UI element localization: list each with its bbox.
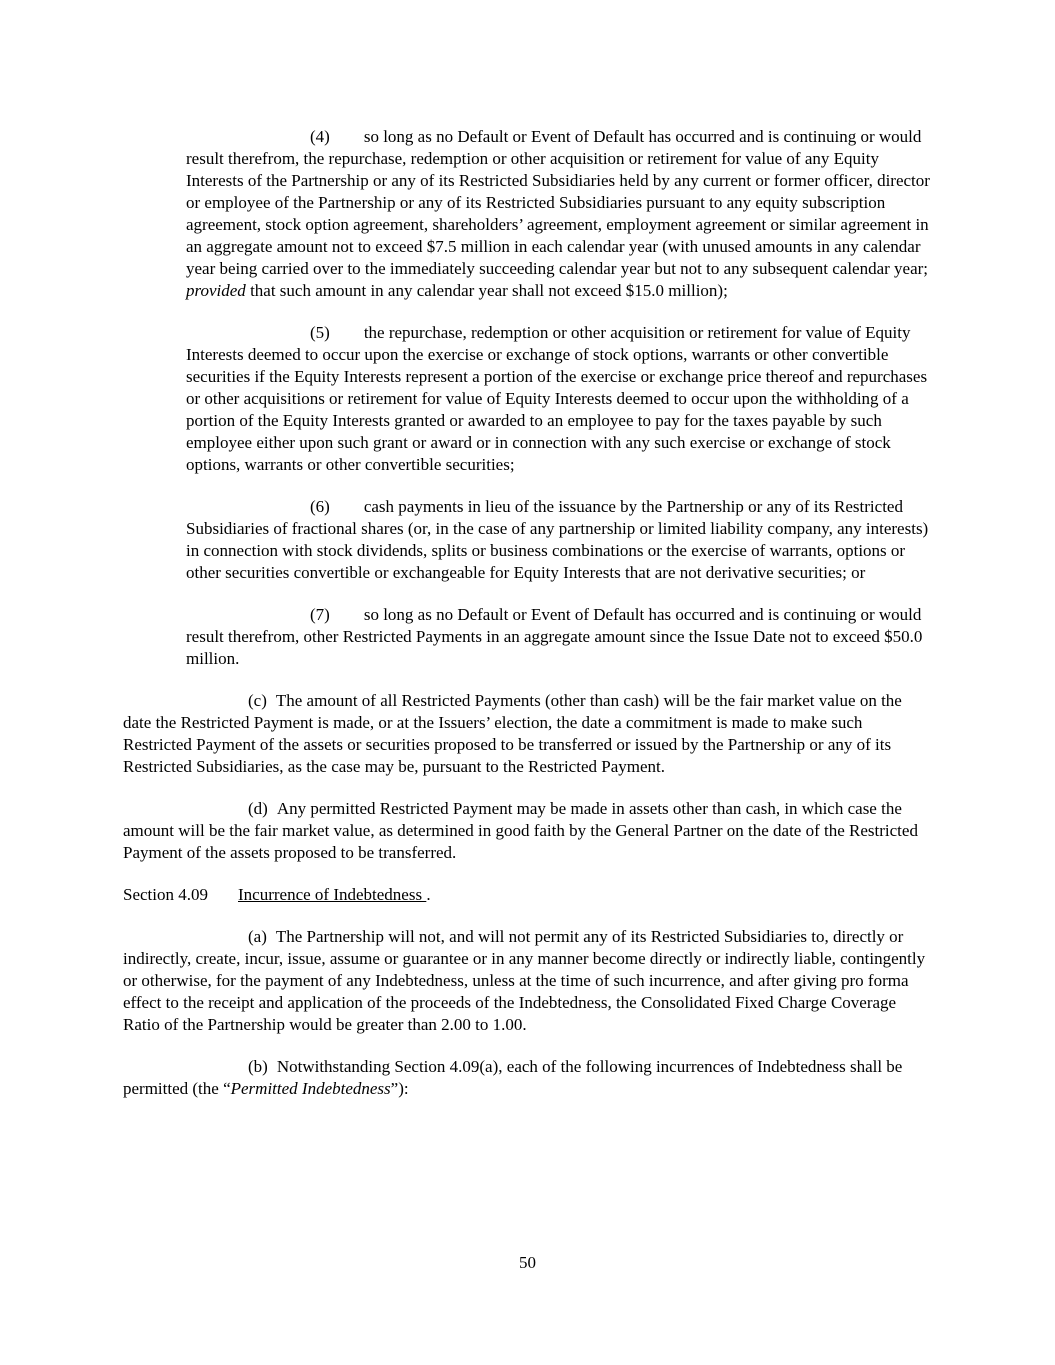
text-run: cash payments in lieu of the issuance by the Partnership or any of its Restricted Subsidiaries of fractional shares (or, in the case of any partnership or limited liability company, any interests) in connection with stock dividends, splits or business combinations or the exercise of warrants, options or other securities convertible or exchangeable for Equity Interests that are not derivative securities; or — [186, 497, 929, 582]
paragraph-label: (5) — [310, 323, 330, 342]
paragraph-label: (b) — [248, 1057, 268, 1076]
clause-4 — [186, 126, 930, 302]
paragraph-label: (a) — [248, 927, 267, 946]
clause-7 — [186, 604, 930, 670]
page-number: 50 — [519, 1253, 536, 1272]
text-run: The amount of all Restricted Payments (other than cash) will be the fair market value on the date the Restricted Payment is made, or at the Issuers’ election, the date a commitment is made to make such Restricted Payment of the assets or securities proposed to be transferred or issued by the Partnership or any of its Restricted Subsidiaries, as the case may be, pursuant to the Restricted Payment. — [123, 691, 902, 776]
text-run: that such amount in any calendar year shall not exceed $15.0 million); — [245, 281, 728, 300]
text-run: ”): — [390, 1079, 409, 1098]
text-run: provided — [186, 281, 246, 300]
paragraph-label: (6) — [310, 497, 330, 516]
section-heading-4-09 — [123, 884, 930, 906]
text-run: so long as no Default or Event of Default has occurred and is continuing or would result therefrom, other Restricted Payments in an aggregate amount since the Issue Date not to exceed $50.0 million. — [186, 605, 923, 668]
paragraph-label: Section 4.09 — [123, 885, 208, 904]
paragraph-label: (4) — [310, 127, 330, 146]
text-run: so long as no Default or Event of Default has occurred and is continuing or would result therefrom, the repurchase, redemption or other acquisition or retirement for value of any Equity Interests of the Partnership or any of its Restricted Subsidiaries held by any current or former officer, director or employee of the Partnership or any of its Restricted Subsidiaries pursuant to any equity subscription agreement, stock option agreement, shareholders’ agreement, employment agreement or similar agreement in an aggregate amount not to exceed $7.5 million in each calendar year (with unused amounts in any calendar year being carried over to the immediately succeeding calendar year but not to any subsequent calendar year; — [186, 127, 930, 278]
text-run: Incurrence of Indebtedness — [238, 885, 427, 904]
paragraph-label: (d) — [248, 799, 268, 818]
paragraph-a — [123, 926, 930, 1036]
text-run: Notwithstanding Section 4.09(a), each of the following incurrences of Indebtedness shall be permitted (the “ — [123, 1057, 903, 1098]
paragraph-b — [123, 1056, 930, 1100]
paragraph-c — [123, 690, 930, 778]
text-run: . — [426, 885, 431, 904]
paragraph-label: (7) — [310, 605, 330, 624]
document-body — [123, 126, 930, 1100]
text-run: Permitted Indebtedness — [230, 1079, 391, 1098]
paragraph-label: (c) — [248, 691, 267, 710]
text-run: The Partnership will not, and will not permit any of its Restricted Subsidiaries to, directly or indirectly, create, incur, issue, assume or guarantee or in any manner become directly or indirectly liable, contingently or otherwise, for the payment of any Indebtedness, unless at the time of such incurrence, and after giving pro forma effect to the receipt and application of the proceeds of the Indebtedness, the Consolidated Fixed Charge Coverage Ratio of the Partnership would be greater than 2.00 to 1.00. — [123, 927, 926, 1034]
text-run: Any permitted Restricted Payment may be made in assets other than cash, in which case the amount will be the fair market value, as determined in good faith by the General Partner on the date of the Restricted Payment of the assets proposed to be transferred. — [123, 799, 918, 862]
clause-6 — [186, 496, 930, 584]
paragraph-d — [123, 798, 930, 864]
clause-5 — [186, 322, 930, 476]
text-run: the repurchase, redemption or other acquisition or retirement for value of Equity Interests deemed to occur upon the exercise or exchange of stock options, warrants or other convertible securities if the Equity Interests represent a portion of the exercise or exchange price thereof and repurchases or other acquisitions or retirement for value of Equity Interests deemed to occur upon the withholding of a portion of the Equity Interests granted or awarded to an employee to pay for the taxes payable by such employee either upon such grant or award or in connection with any such exercise or exchange of stock options, warrants or other convertible securities; — [186, 323, 928, 474]
